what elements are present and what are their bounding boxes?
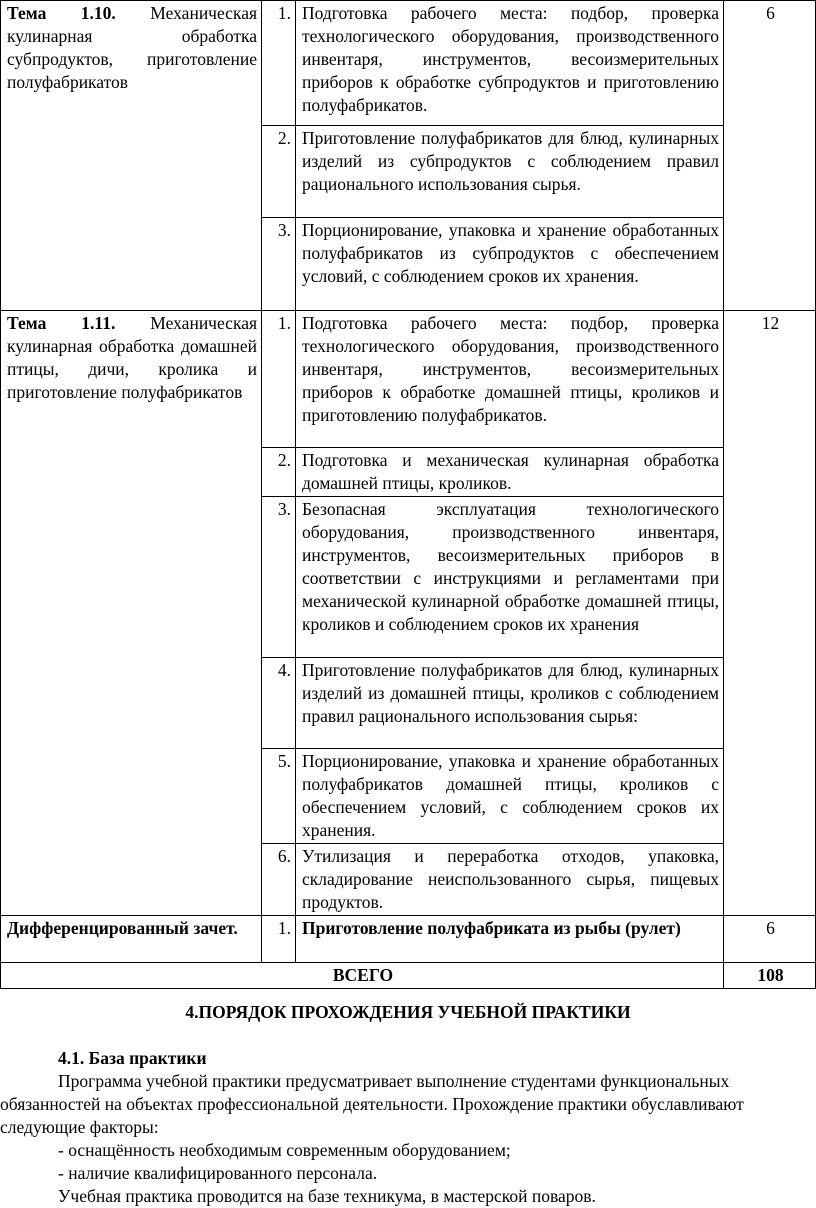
task-text: Подготовка рабочего места: подбор, проверка технологического оборудования, производственного инвентаря, инструментов, весоизмерительных приборов к обработке домашней птицы, кроликов и приготовлению полуфабрикатов. <box>296 311 724 448</box>
task-text: Утилизация и переработка отходов, упаковка, складирование неиспользованного сырья, пищевых продуктов. <box>296 844 724 916</box>
task-text: Приготовление полуфабрикатов для блюд, кулинарных изделий из домашней птицы, кроликов с соблюдением правил рационального использования сырья: <box>296 658 724 749</box>
task-number: 1. <box>262 1 296 126</box>
task-number: 2. <box>262 448 296 497</box>
paragraph: Программа учебной практики предусматривает выполнение студентами функциональных обязанностей на объектах профессиональной деятельности. Прохождение практики обуславливают следующие факторы: <box>0 1071 744 1137</box>
task-number: 4. <box>262 658 296 749</box>
total-row <box>1 963 816 989</box>
task-text: Порционирование, упаковка и хранение обработанных полуфабрикатов домашней птицы, кроликов с обеспечением условий, с соблюдением сроков их хранения. <box>296 749 724 844</box>
subsection-title: 4.1. База практики <box>58 1048 207 1068</box>
table-row <box>1 1 816 126</box>
topic-text: Механическая кулинарная обработка домашней птицы, дичи, кролика и приготовление полуфабрикатов <box>7 313 258 402</box>
credit-label: Дифференцированный зачет. <box>1 916 262 963</box>
topic-cell <box>1 311 262 916</box>
task-text: Порционирование, упаковка и хранение обработанных полуфабрикатов из субпродуктов с обеспечением условий, с соблюдением сроков их хранения. <box>296 218 724 311</box>
task-number: 3. <box>262 497 296 658</box>
table-row <box>1 311 816 448</box>
closing-paragraph: Учебная практика проводится на базе техникума, в мастерской поваров. <box>58 1186 596 1206</box>
table-row <box>1 916 816 963</box>
task-number: 5. <box>262 749 296 844</box>
body-text <box>0 1070 806 1208</box>
task-text: Безопасная эксплуатация технологического оборудования, производственного инвентаря, инструментов, весоизмерительных приборов в соответствии с инструкциями и регламентами при механической кулинарной обработке домашней птицы, кроликов и соблюдением сроков их хранения <box>296 497 724 658</box>
hours-cell: 6 <box>724 916 816 963</box>
total-label: ВСЕГО <box>1 963 724 989</box>
total-value: 108 <box>724 963 816 989</box>
task-text: Подготовка и механическая кулинарная обработка домашней птицы, кроликов. <box>296 448 724 497</box>
topic-cell <box>1 1 262 311</box>
task-text: Приготовление полуфабриката из рыбы (рулет) <box>296 916 724 963</box>
task-number: 6. <box>262 844 296 916</box>
list-item: - оснащённость необходимым современным оборудованием; <box>58 1140 511 1160</box>
task-number: 2. <box>262 126 296 218</box>
list-item: - наличие квалифицированного персонала. <box>58 1163 378 1183</box>
task-text: Приготовление полуфабрикатов для блюд, кулинарных изделий из субпродуктов с соблюдением правил рационального использования сырья. <box>296 126 724 218</box>
topic-label: Тема 1.10. <box>7 3 116 23</box>
hours-cell: 6 <box>724 1 816 311</box>
task-number: 1. <box>262 311 296 448</box>
section-title: 4.ПОРЯДОК ПРОХОЖДЕНИЯ УЧЕБНОЙ ПРАКТИКИ <box>185 1002 631 1022</box>
task-number: 3. <box>262 218 296 311</box>
task-number: 1. <box>262 916 296 963</box>
topic-label: Тема 1.11. <box>7 313 116 333</box>
task-text: Подготовка рабочего места: подбор, проверка технологического оборудования, производственного инвентаря, инструментов, весоизмерительных приборов к обработке субпродуктов и приготовлению полуфабрикатов. <box>296 1 724 126</box>
hours-cell: 12 <box>724 311 816 916</box>
topic-text: Механическая кулинарная обработка субпродуктов, приготовление полуфабрикатов <box>7 3 258 92</box>
